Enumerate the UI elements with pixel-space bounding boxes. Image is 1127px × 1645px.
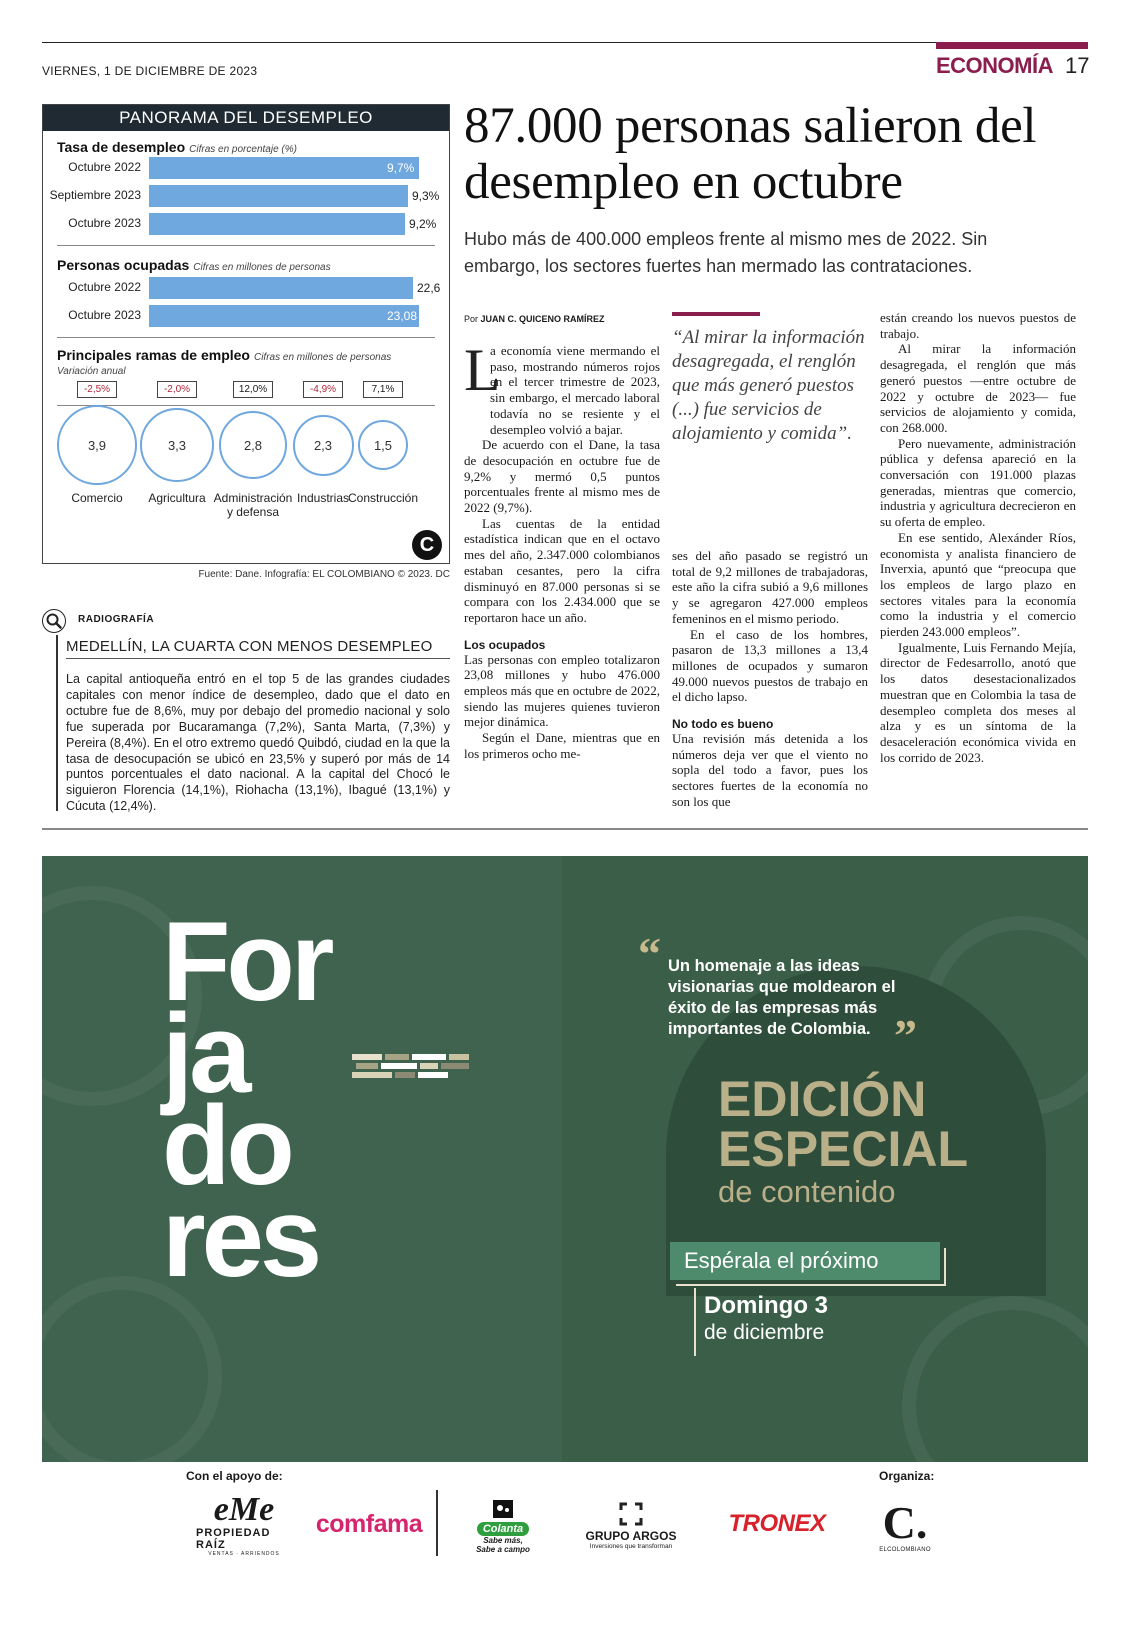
divider bbox=[57, 337, 435, 338]
radiografia-rule bbox=[56, 635, 58, 811]
elcolombiano-logo bbox=[872, 1490, 938, 1562]
paragraph: Las cuentas de la entidad estadística indican que en el octavo mes del año, 2.347.000 colombianos estaban cesantes, pero la cifra disminuyó en 87.000 personas si se compara con los 2.434.000 que se reportaron hace un año. bbox=[464, 515, 660, 625]
employed-title bbox=[57, 257, 331, 273]
paragraph: Al mirar la información desagregada, el renglón que más generó puestos —entre octubre de 2022 y octubre de 2023— fue servicios de alojamiento y comida, con 268.000. bbox=[880, 341, 1076, 435]
bar bbox=[149, 277, 413, 299]
argos-mark-icon bbox=[619, 1502, 643, 1526]
radiografia-text: La capital antioqueña entró en el top 5 de las grandes ciudades capitales con menor índice de desempleo, dado que el dato en octubre fue de 8,6%, muy por debajo del promedio nacional y solo fue superada por Bucaramanga (7,2%), Santa Marta, (7,3%) y Pereira (8,4%). En el otro extremo quedó Quibdó, ciudad en la que la tasa de desocupación se ubicó en 23,5% y superó por más de 14 puntos porcentuales el dato nacional. A la capital del Chocó le siguieron Florencia (14,1%), Riohacha (13,1%), Ibagué (13,1%) y Cúcuta (12,4%). bbox=[66, 672, 450, 814]
elcolombiano-name: ELCOLOMBIANO bbox=[879, 1547, 931, 1553]
sponsor-label: Con el apoyo de: bbox=[186, 1469, 283, 1483]
argos-name: GRUPO ARGOS bbox=[585, 1529, 677, 1543]
grupo-argos-logo bbox=[576, 1494, 686, 1558]
colanta-tag-1: Sabe más, bbox=[483, 1536, 523, 1545]
magnifier-icon bbox=[42, 609, 66, 633]
variation-badge: -4,9% bbox=[303, 381, 343, 398]
wordmark-line: For bbox=[162, 899, 331, 1024]
forjadores-ad bbox=[42, 856, 1088, 1462]
quote-close-icon: ” bbox=[894, 1010, 917, 1061]
colanta-tag-2: Sabe a campo bbox=[476, 1545, 530, 1554]
wordmark-line: res bbox=[162, 1175, 319, 1300]
quote-open-icon: “ bbox=[638, 928, 661, 979]
headline: 87.000 personas salieron del desempleo en octubre bbox=[464, 98, 1037, 210]
section-bar bbox=[936, 42, 1088, 49]
edition-line-3: de contenido bbox=[718, 1174, 896, 1209]
bar-label: Octubre 2022 bbox=[68, 280, 141, 294]
gear-icon bbox=[42, 1276, 222, 1462]
bar-value: 9,2% bbox=[409, 217, 437, 231]
variation-label: Variación anual bbox=[57, 366, 126, 377]
article-column-2 bbox=[672, 548, 868, 810]
branch-label: Comercio bbox=[71, 491, 123, 505]
unemployment-title bbox=[57, 139, 297, 155]
byline bbox=[464, 314, 605, 324]
subheading: Los ocupados bbox=[464, 637, 546, 652]
branch-label: Industrias bbox=[296, 491, 350, 505]
comfama-name: comfama bbox=[315, 1509, 423, 1538]
branch-circle: 1,5 bbox=[358, 420, 408, 470]
wordmark-line: do bbox=[162, 1083, 291, 1208]
branches-subtitle: Cifras en millones de personas bbox=[253, 352, 392, 363]
branches-title bbox=[57, 347, 391, 363]
sponsor-divider bbox=[436, 1490, 438, 1556]
bar-value: 9,7% bbox=[387, 161, 415, 175]
forjadores-wordmark bbox=[162, 899, 331, 1300]
tronex-logo bbox=[712, 1504, 842, 1544]
variation-badge: 7,1% bbox=[363, 381, 403, 398]
infographic-source: Fuente: Dane. Infografía: EL COLOMBIANO © 2023. DC bbox=[198, 569, 450, 580]
paragraph: Una revisión más detenida a los números deja ver que el viento no sopla del todo a favor, pues los sectores fuertes de la economía no son los que bbox=[672, 731, 868, 809]
unemployment-title-text: Tasa de desempleo bbox=[57, 139, 186, 155]
argos-tag: Inversiones que transforman bbox=[589, 1543, 673, 1550]
section-divider bbox=[42, 828, 1088, 830]
bar bbox=[149, 213, 405, 235]
branch-label: Administración y defensa bbox=[213, 491, 293, 519]
elcolombiano-mark: C. bbox=[882, 1497, 928, 1548]
page-number: 17 bbox=[1065, 53, 1090, 78]
branch-circle: 3,3 bbox=[140, 408, 214, 482]
section-name: ECONOMÍA bbox=[936, 53, 1053, 78]
tronex-name: TRONEX bbox=[728, 1510, 826, 1537]
bar bbox=[149, 305, 419, 327]
paragraph: Pero nuevamente, administración pública y defensa apareció en la conversación con 191.000 plazas generadas, mientras que comercio, industria y agricultura decrecieron en su oferta de empleo. bbox=[880, 435, 1076, 530]
bar bbox=[149, 157, 419, 179]
ad-date-line-2: de diciembre bbox=[704, 1321, 825, 1344]
byline-prefix: Por bbox=[464, 314, 479, 324]
variation-badge: -2,0% bbox=[157, 381, 197, 398]
pull-quote-bar bbox=[672, 312, 760, 316]
cow-icon bbox=[491, 1498, 515, 1520]
wordmark-line: ja bbox=[162, 991, 248, 1116]
employed-subtitle: Cifras en millones de personas bbox=[193, 262, 331, 273]
byline-author: JUAN C. QUICENO RAMÍREZ bbox=[480, 314, 605, 324]
subheading: No todo es bueno bbox=[672, 717, 774, 732]
paragraph: De acuerdo con el Dane, la tasa de desocupación en octubre fue de 9,2% y mermó 0,5 puntos porcentuales frente al mismo mes de 2022 (9,7%). bbox=[464, 437, 660, 516]
bar-value: 9,3% bbox=[412, 189, 440, 203]
branch-circle: 3,9 bbox=[57, 405, 137, 485]
eme-name: PROPIEDAD RAÍZ bbox=[196, 1527, 271, 1551]
article-column-1 bbox=[464, 337, 660, 762]
branch-label: Agricultura bbox=[148, 491, 206, 505]
radiografia-title: MEDELLÍN, LA CUARTA CON MENOS DESEMPLEO bbox=[66, 638, 433, 655]
edition-line-2: ESPECIAL bbox=[718, 1121, 969, 1177]
issue-date: VIERNES, 1 DE DICIEMBRE DE 2023 bbox=[42, 64, 258, 78]
divider bbox=[57, 405, 435, 406]
colanta-name: Colanta bbox=[477, 1522, 529, 1536]
eme-mark: eMe bbox=[213, 1491, 275, 1528]
bar-label: Octubre 2022 bbox=[68, 160, 141, 174]
pull-quote: “Al mirar la información desagregada, el renglón que más generó puestos (...) fue servicios de alojamiento y comida”. bbox=[672, 327, 865, 444]
paragraph: a economía viene mermando el paso, mostrando números rojos en el tercer trimestre de 2023, sin embargo, el mercado laboral todavía no se resiente y el desempleo volvió a bajar. bbox=[490, 343, 660, 437]
comfama-logo bbox=[304, 1504, 434, 1544]
employed-title-text: Personas ocupadas bbox=[57, 257, 190, 273]
organizer-label: Organiza: bbox=[879, 1469, 935, 1483]
bar bbox=[149, 185, 408, 207]
paragraph: están creando los nuevos puestos de trabajo. bbox=[880, 310, 1076, 341]
infographic bbox=[42, 104, 450, 564]
radiografia-divider bbox=[66, 658, 450, 659]
branch-circle: 2,8 bbox=[219, 411, 287, 479]
cta-box: Espérala el próximo bbox=[670, 1242, 940, 1280]
colombiano-logo-icon: C bbox=[412, 530, 442, 560]
drop-cap: L bbox=[464, 337, 501, 403]
branches-title-text: Principales ramas de empleo bbox=[57, 347, 250, 363]
bar-value: 23,08 bbox=[387, 309, 418, 323]
radiografia-label: RADIOGRAFÍA bbox=[78, 614, 155, 625]
bar-label: Octubre 2023 bbox=[68, 216, 141, 230]
eme-tag: VENTAS · ARRIENDOS bbox=[208, 1551, 280, 1557]
divider bbox=[57, 245, 435, 246]
bar-label: Septiembre 2023 bbox=[49, 188, 141, 202]
bar-value: 22,6 bbox=[417, 281, 441, 295]
colanta-logo bbox=[466, 1486, 540, 1566]
paragraph: Las personas con empleo totalizaron 23,08 millones y hubo 476.000 empleos más que en octubre de 2022, siendo las mujeres quienes tuvieron mejor dinámica. bbox=[464, 651, 660, 730]
eme-logo bbox=[196, 1490, 292, 1560]
top-rule bbox=[42, 42, 1088, 43]
branch-label: Construcción bbox=[347, 491, 419, 505]
variation-badge: -2,5% bbox=[77, 381, 117, 398]
branch-circle: 2,3 bbox=[293, 415, 354, 476]
mosaic-strip-icon bbox=[352, 1052, 470, 1080]
paragraph: En ese sentido, Alexánder Ríos, economista y analista financiero de Inverxia, apuntó que “preocupa que los empleos de largo plazo en sectores vitales para la economía como la industria y el comercio pierden 243.000 empleos”. bbox=[880, 529, 1076, 640]
paragraph: En el caso de los hombres, pasaron de 13,3 millones a 13,4 millones de ocupados y sumaron 49.000 nuevos puestos de trabajo en el dicho lapso. bbox=[672, 626, 868, 705]
infographic-title: PANORAMA DEL DESEMPLEO bbox=[43, 105, 449, 131]
ad-date-line-1: Domingo 3 bbox=[704, 1292, 828, 1319]
ad-quote: Un homenaje a las ideas visionarias que moldearon el éxito de las empresas más importantes de Colombia. bbox=[668, 957, 896, 1038]
paragraph: Igualmente, Luis Fernando Mejía, director de Fedesarrollo, anotó que los datos desestacionalizados muestran que en Colombia la tasa de desempleo completa dos meses al alza y es un síntoma de la desaceleración económica vivida en los corrido de 2023. bbox=[880, 639, 1076, 765]
paragraph: Según el Dane, mientras que en los primeros ocho me- bbox=[464, 730, 660, 761]
bar-label: Octubre 2023 bbox=[68, 308, 141, 322]
unemployment-subtitle: Cifras en porcentaje (%) bbox=[189, 144, 297, 155]
subhead: Hubo más de 400.000 empleos frente al mismo mes de 2022. Sin embargo, los sectores fuertes han mermado las contrataciones. bbox=[464, 229, 988, 276]
variation-badge: 12,0% bbox=[233, 381, 273, 398]
edition-line-1: EDICIÓN bbox=[718, 1071, 927, 1127]
paragraph: ses del año pasado se registró un total de 9,2 millones de trabajadoras, este año la cifra subió a 9,6 millones y se agregaron 427.000 empleos femeninos en el mismo periodo. bbox=[672, 548, 868, 626]
article-column-3 bbox=[880, 310, 1076, 765]
